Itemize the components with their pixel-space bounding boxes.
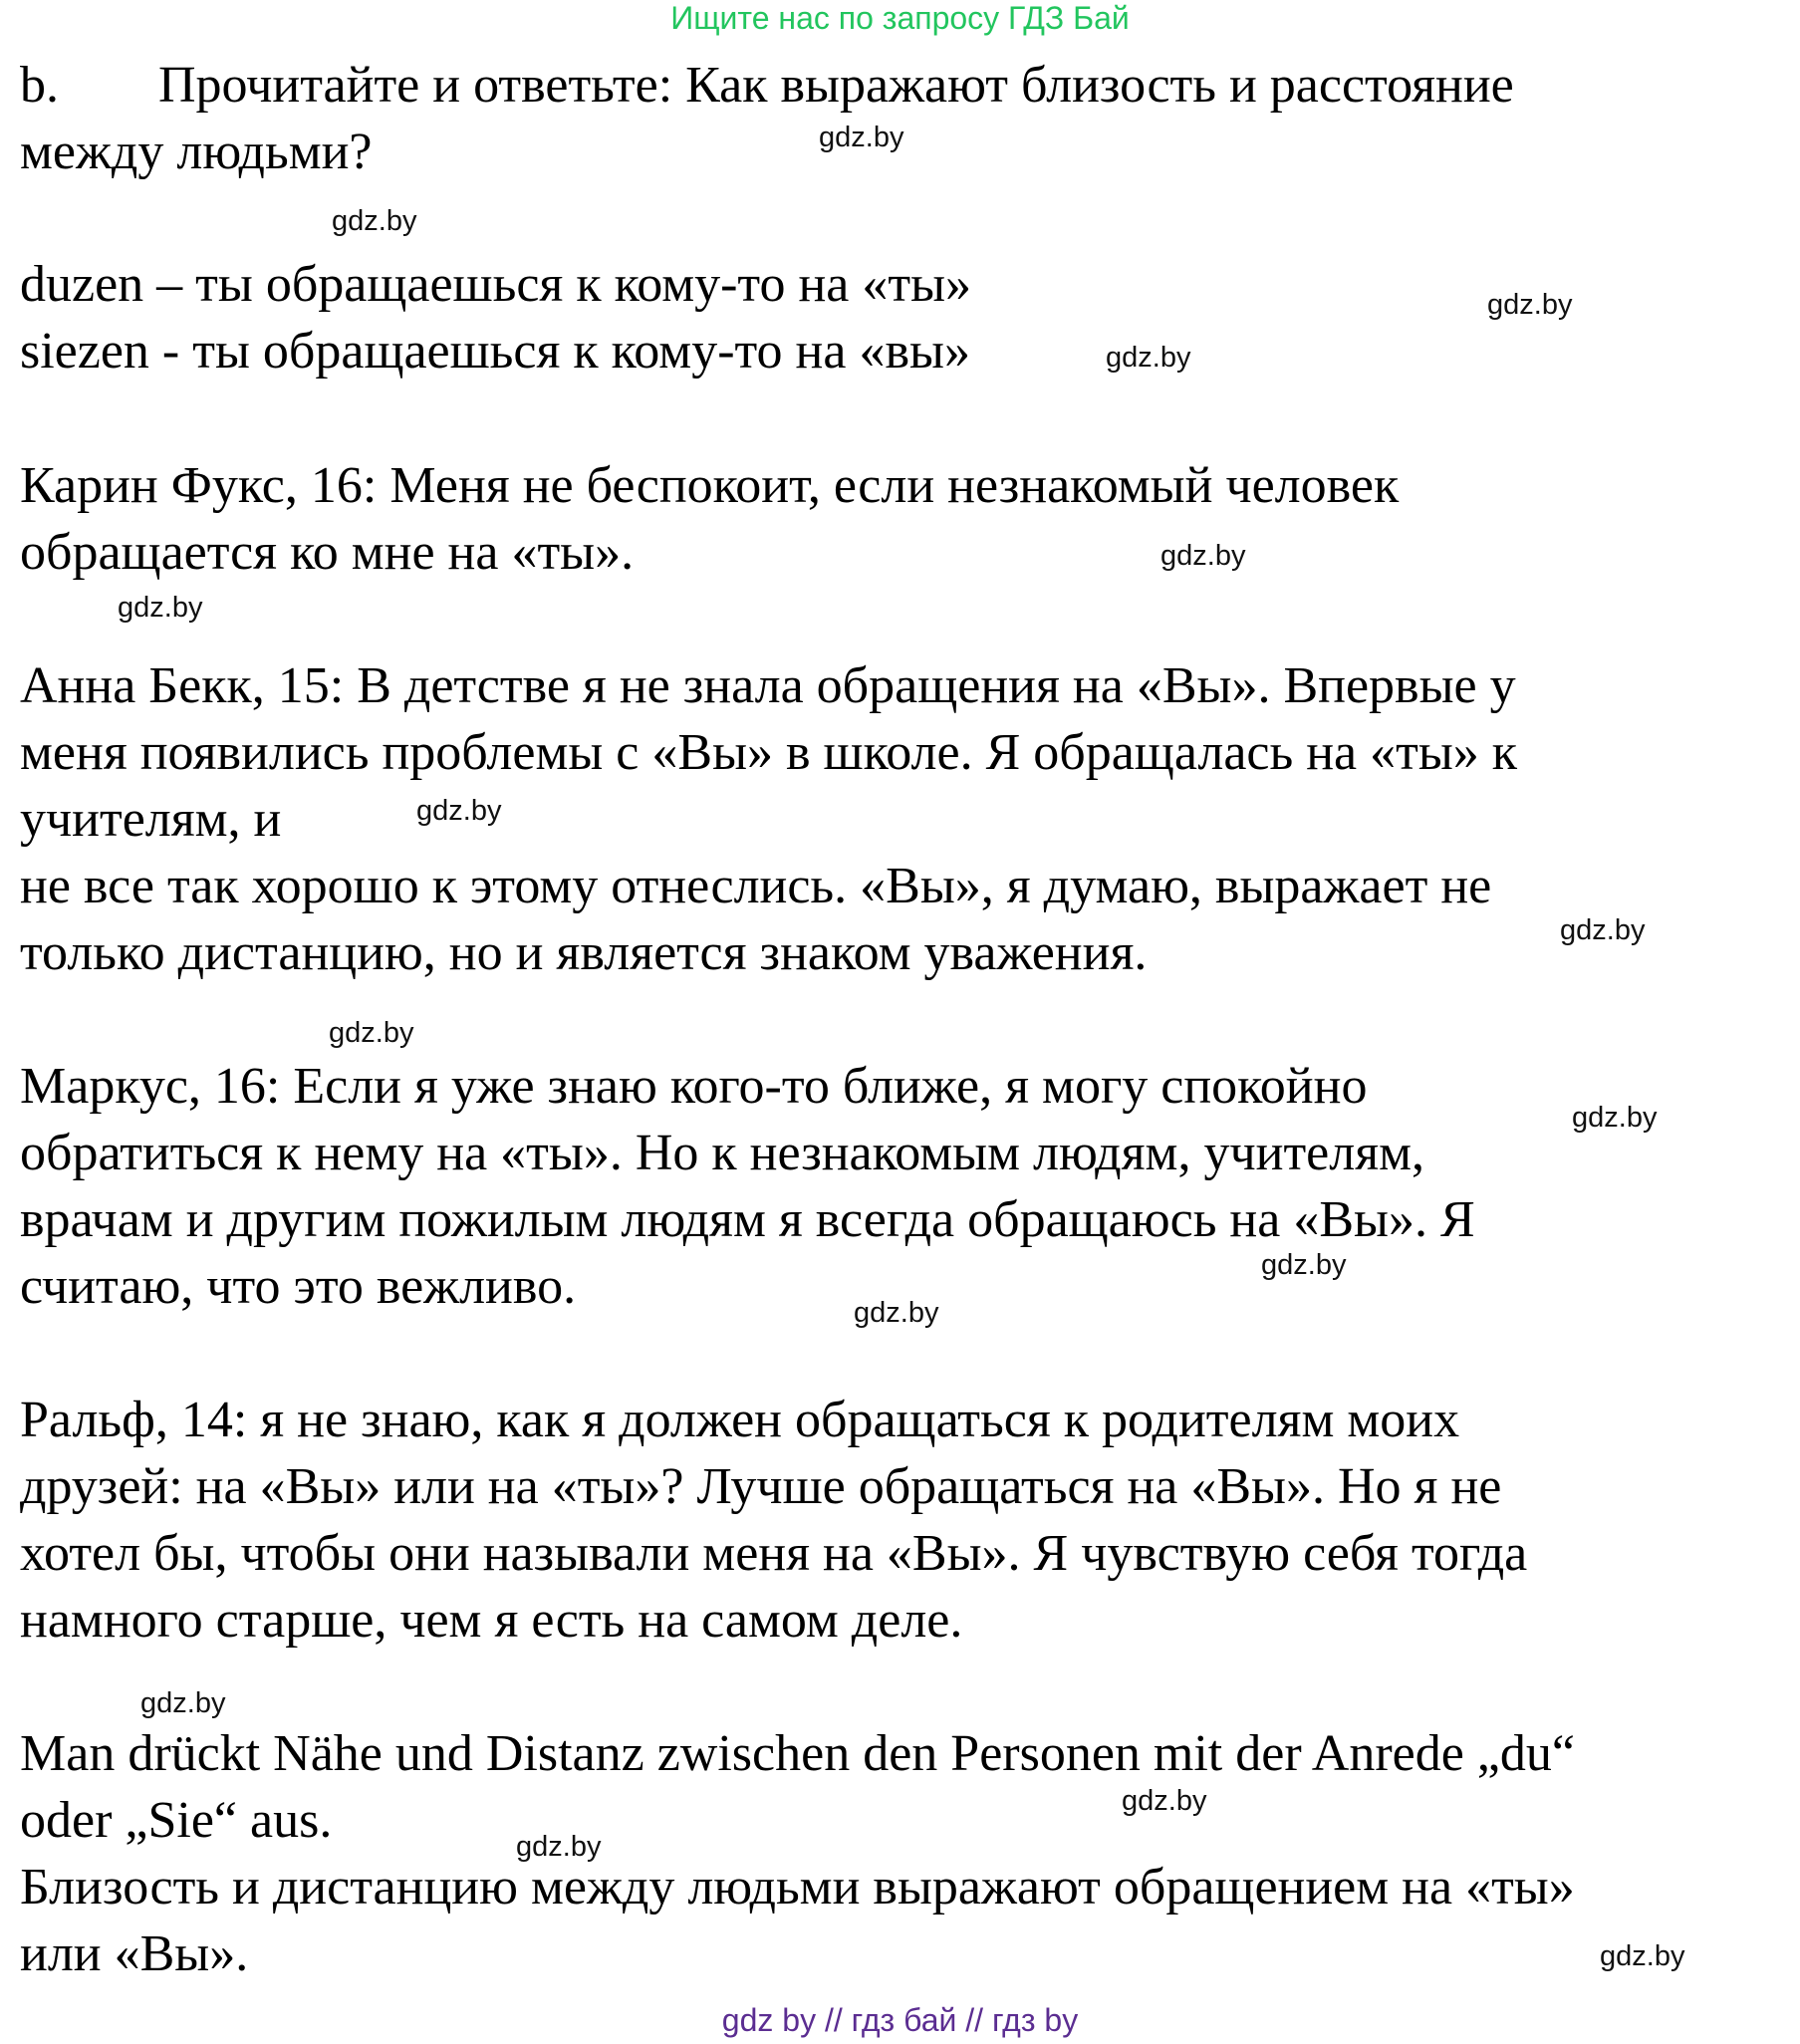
watermark: gdz.by <box>1560 914 1646 946</box>
watermark: gdz.by <box>1160 540 1246 572</box>
watermark: gdz.by <box>329 1017 414 1049</box>
markus-line-4: считаю, что это вежливо. <box>20 1258 577 1315</box>
watermark: gdz.by <box>854 1297 939 1329</box>
task-marker: b. <box>20 57 59 114</box>
markus-line-1: Маркус, 16: Если я уже знаю кого-то ближе, я могу спокойно <box>20 1058 1368 1115</box>
watermark: gdz.by <box>140 1687 226 1719</box>
definition-siezen: siezen - ты обращаешься к кому-то на «вы» <box>20 323 970 380</box>
answer-ru-line-1: Близость и дистанцию между людьми выражают обращением на «ты» <box>20 1859 1575 1916</box>
markus-line-3: врачам и другим пожилым людям я всегда обращаюсь на «Вы». Я <box>20 1191 1475 1248</box>
task-question-line-1 <box>20 52 1514 120</box>
ralf-line-2: друзей: на «Вы» или на «ты»? Лучше обращаться на «Вы». Но я не <box>20 1458 1502 1515</box>
watermark: gdz.by <box>1122 1785 1207 1817</box>
anna-line-3: учителям, и <box>20 791 282 848</box>
answer-de-line-1: Man drückt Nähe und Distanz zwischen den Personen mit der Anrede „du“ <box>20 1725 1575 1782</box>
watermark: gdz.by <box>819 122 904 153</box>
karin-line-2: обращается ко мне на «ты». <box>20 524 635 581</box>
watermark: gdz.by <box>1572 1102 1658 1134</box>
watermark: gdz.by <box>118 592 203 624</box>
answer-de-line-2: oder „Sie“ aus. <box>20 1792 333 1849</box>
watermark: gdz.by <box>1487 289 1573 321</box>
karin-line-1: Карин Фукс, 16: Меня не беспокоит, если незнакомый человек <box>20 457 1400 514</box>
markus-line-2: обратиться к нему на «ты». Но к незнакомым людям, учителям, <box>20 1125 1425 1181</box>
anna-line-2: меня появились проблемы с «Вы» в школе. Я обращалась на «ты» к <box>20 724 1518 781</box>
header-search-link[interactable]: Ищите нас по запросу ГДЗ Бай <box>670 0 1130 36</box>
watermark: gdz.by <box>516 1831 602 1863</box>
answer-ru-line-2: или «Вы». <box>20 1925 249 1982</box>
ralf-line-3: хотел бы, чтобы они называли меня на «Вы». Я чувствую себя тогда <box>20 1525 1528 1582</box>
footer-links[interactable]: gdz by // гдз бай // гдз by <box>721 2002 1079 2038</box>
task-question-line-2: между людьми? <box>20 124 373 180</box>
anna-line-1: Анна Бекк, 15: В детстве я не знала обращения на «Вы». Впервые у <box>20 657 1516 714</box>
anna-line-4: не все так хорошо к этому отнеслись. «Вы», я думаю, выражает не <box>20 858 1492 914</box>
watermark: gdz.by <box>332 205 417 237</box>
watermark: gdz.by <box>1106 342 1191 374</box>
watermark: gdz.by <box>1261 1249 1347 1281</box>
anna-line-5: только дистанцию, но и является знаком уважения. <box>20 924 1148 981</box>
definition-duzen: duzen – ты обращаешься к кому-то на «ты» <box>20 256 972 313</box>
watermark: gdz.by <box>1600 1940 1685 1972</box>
ralf-line-4: намного старше, чем я есть на самом деле. <box>20 1592 963 1649</box>
task-question-text: Прочитайте и ответьте: Как выражают близость и расстояние <box>158 57 1514 114</box>
watermark: gdz.by <box>416 795 502 827</box>
ralf-line-1: Ральф, 14: я не знаю, как я должен обращаться к родителям моих <box>20 1392 1460 1448</box>
